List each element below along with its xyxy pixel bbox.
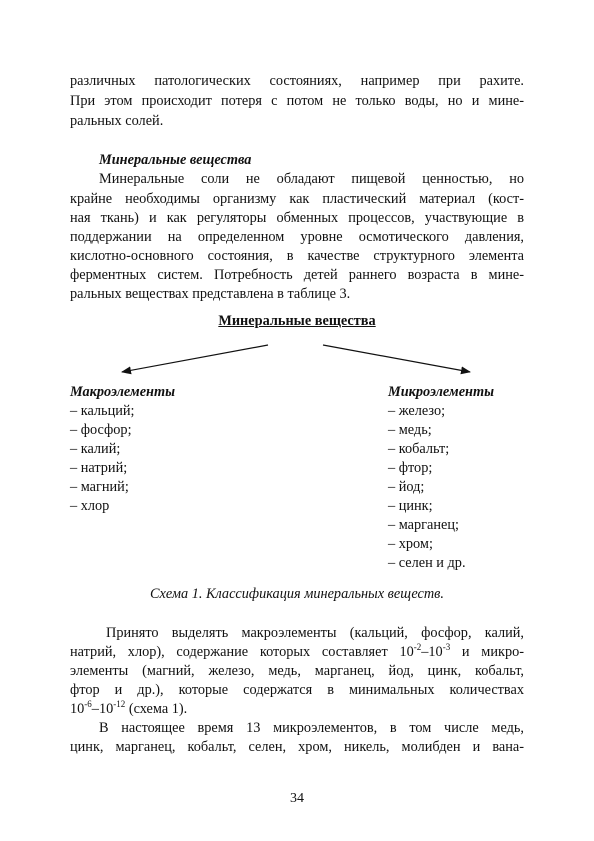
paragraph-line: ральных солей. xyxy=(70,113,164,129)
list-item: – кобальт; xyxy=(388,441,450,457)
paragraph-line: элементы (магний, железо, медь, марганец, йод, цинк, кобальт, xyxy=(70,663,524,679)
paragraph-line: ферментных систем. Потребность детей раннего возраста в мине- xyxy=(70,267,524,283)
list-item: – кальций; xyxy=(70,403,135,419)
paragraph-line: $10^{-6}-10^{-12}$ (схема 1). xyxy=(70,699,188,717)
list-item: – медь; xyxy=(388,422,432,438)
list-item: – натрий; xyxy=(70,460,128,476)
paragraph-line: ная ткань) и как регуляторы обменных процессов, участвующие в xyxy=(70,210,524,226)
page-number: 34 xyxy=(290,791,304,806)
list-item: – хром; xyxy=(388,536,433,552)
paragraph-line: фтор и др.), которые содержатся в минимальных количествах xyxy=(70,682,524,698)
list-item: – калий; xyxy=(70,441,121,457)
paragraph-line: Минеральные соли не обладают пищевой ценностью, но xyxy=(99,171,524,187)
list-item: – йод; xyxy=(388,479,425,495)
micro-heading: Микроэлементы xyxy=(388,384,495,400)
list-item: – фосфор; xyxy=(70,422,132,438)
list-item: – селен и др. xyxy=(388,555,466,571)
scheme-caption: Схема 1. Классификация минеральных веществ. xyxy=(150,586,444,602)
paragraph-line: различных патологических состояниях, например при рахите. xyxy=(70,73,524,89)
scheme-title: Минеральные вещества xyxy=(218,313,376,329)
paragraph-line: кислотно-основного состояния, в качестве структурного элемента xyxy=(70,248,524,264)
paragraph-line: Принято выделять макроэлементы (кальций, фосфор, калий, xyxy=(106,625,524,641)
paragraph-line: натрий, хлор), содержание которых составляет $10^{-2}-10^{-3}$ и микро- xyxy=(70,642,524,660)
list-item: – марганец; xyxy=(388,517,459,533)
paragraph-line: При этом происходит потеря с потом не только воды, но и мине- xyxy=(70,93,524,109)
paragraph-line: цинк, марганец, кобальт, селен, хром, никель, молибден и вана- xyxy=(70,739,524,755)
paragraph-line: В настоящее время 13 микроэлементов, в том числе медь, xyxy=(99,720,524,736)
paragraph-line: поддержании на определенном уровне осмотического давления, xyxy=(70,229,524,245)
list-item: – хлор xyxy=(70,498,110,514)
arrow-left xyxy=(122,345,268,372)
list-item: – магний; xyxy=(70,479,129,495)
list-item: – фтор; xyxy=(388,460,433,476)
arrow-right xyxy=(323,345,470,372)
paragraph-line: ральных веществах представлена в таблице 3. xyxy=(70,286,351,302)
list-item: – железо; xyxy=(388,403,446,419)
section-heading: Минеральные вещества xyxy=(99,152,252,168)
macro-heading: Макроэлементы xyxy=(70,384,176,400)
paragraph-line: крайне необходимы организму как пластический материал (кост- xyxy=(70,191,524,207)
list-item: – цинк; xyxy=(388,498,433,514)
